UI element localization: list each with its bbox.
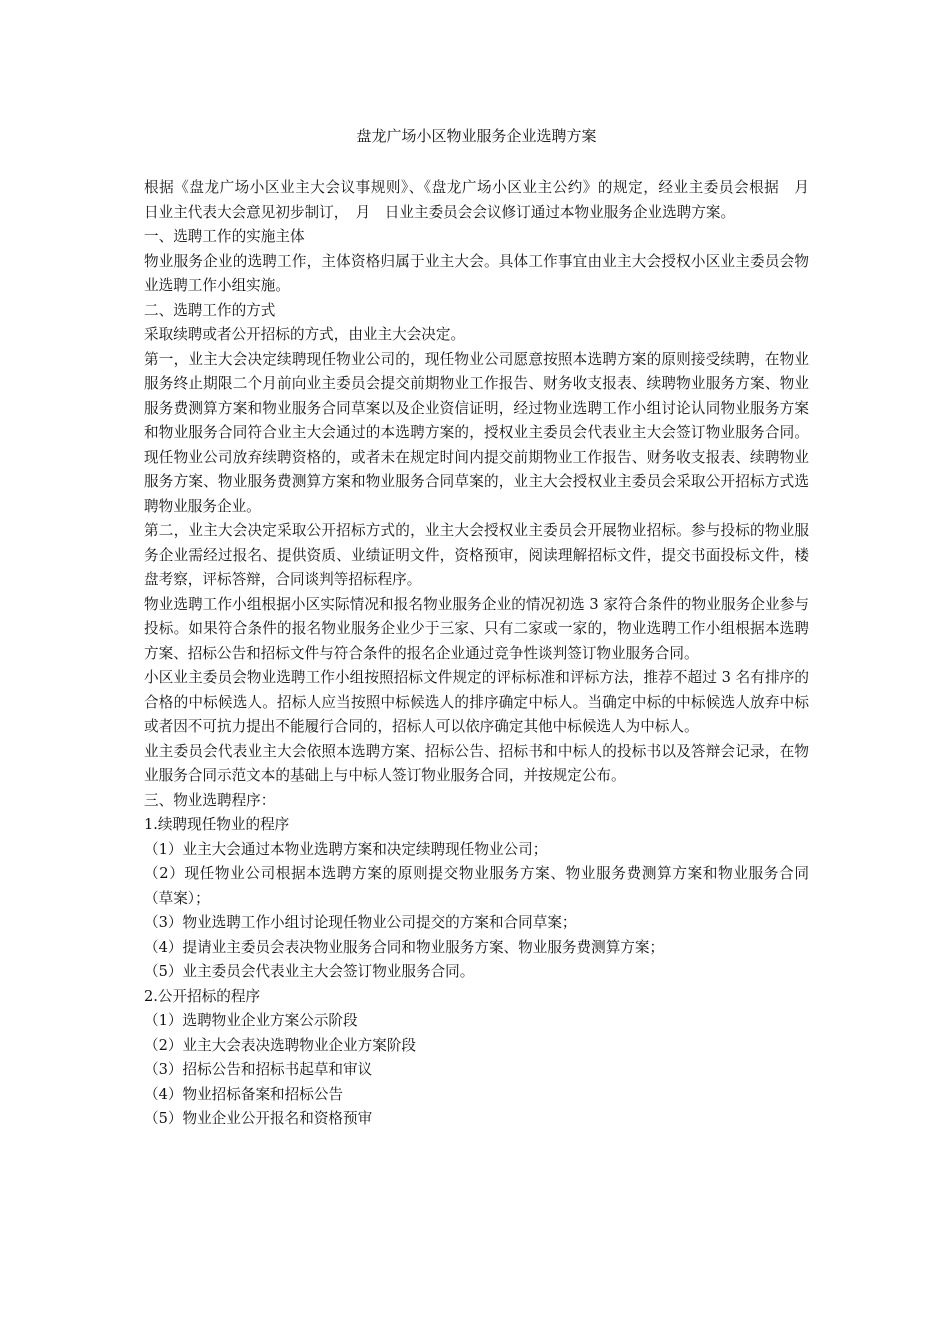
list-item: （5）业主委员会代表业主大会签订物业服务合同。 — [144, 963, 475, 980]
paragraph: 小区业主委员会物业选聘工作小组按照招标文件规定的评标标准和评标方法，推荐不超过 3 名有排序的合格的中标候选人。招标人应当按照中标候选人的排序确定中标人。当确定中标的中标候选人放弃中标或者因不可抗力提出不能履行合同的，招标人可以依序确定其他中标候选人为中标人。 — [144, 669, 809, 735]
paragraph: 采取续聘或者公开招标的方式，由业主大会决定。 — [144, 326, 466, 343]
list-item: （4）提请业主委员会表决物业服务合同和物业服务方案、物业服务费测算方案； — [144, 938, 665, 956]
list-item: （1）选聘物业企业方案公示阶段 — [144, 1012, 358, 1029]
paragraph: 业主委员会代表业主大会依照本选聘方案、招标公告、招标书和中标人的投标书以及答辩会记录，在物业服务合同示范文本的基础上与中标人签订物业服务合同，并按规定公布。 — [144, 742, 809, 784]
document-page — [144, 124, 824, 1132]
list-item: （5）物业企业公开报名和资格预审 — [144, 1110, 373, 1127]
list-item: （3）招标公告和招标书起草和审议 — [144, 1061, 373, 1078]
list-item: （2）现任物业公司根据本选聘方案的原则提交物业服务方案、物业服务费测算方案和物业服务合同（草案）； — [144, 865, 809, 907]
subsection-heading: 2.公开招标的程序 — [144, 987, 261, 1005]
paragraph: 物业服务企业的选聘工作，主体资格归属于业主大会。具体工作事宜由业主大会授权小区业主委员会物业选聘工作小组实施。 — [144, 252, 809, 294]
paragraph: 第一，业主大会决定续聘现任物业公司的，现任物业公司愿意按照本选聘方案的原则接受续聘，在物业服务终止期限二个月前向业主委员会提交前期物业工作报告、财务收支报表、续聘物业服务方案、物业服务费测算方案和物业服务合同草案以及企业资信证明，经过物业选聘工作小组讨论认同物业服务方案和物业服务合同符合业主大会通过的本选聘方案的，授权业主委员会代表业主大会签订物业服务合同。现任物业公司放弃续聘资格的，或者未在规定时间内提交前期物业工作报告、财务收支报表、续聘物业服务方案、物业服务费测算方案和物业服务合同草案的，业主大会授权业主委员会采取公开招标方式选聘物业服务企业。 — [144, 350, 809, 515]
subsection-heading: 1.续聘现任物业的程序 — [144, 816, 290, 833]
list-item: （1）业主大会通过本物业选聘方案和决定续聘现任物业公司； — [144, 840, 548, 858]
paragraph-intro: 根据《盘龙广场小区业主大会议事规则》、《盘龙广场小区业主公约》的规定，经业主委员会根据 月 日业主代表大会意见初步制订， 月 日业主委员会会议修订通过本物业服务企业选聘方案。 — [144, 179, 824, 221]
list-item: （2）业主大会表决选聘物业企业方案阶段 — [144, 1036, 416, 1054]
document-title: 盘龙广场小区物业服务企业选聘方案 — [356, 127, 597, 145]
section-heading-1: 一、选聘工作的实施主体 — [144, 228, 305, 245]
list-item: （4）物业招标备案和招标公告 — [144, 1085, 344, 1103]
paragraph: 物业选聘工作小组根据小区实际情况和报名物业服务企业的情况初选 3 家符合条件的物业服务企业参与投标。如果符合条件的报名物业服务企业少于三家、只有二家或一家的，物业选聘工作小组根据本选聘方案、招标公告和招标文件与符合条件的报名企业通过竞争性谈判签订物业服务合同。 — [144, 595, 809, 662]
document-body — [144, 176, 824, 1132]
list-item: （3）物业选聘工作小组讨论现任物业公司提交的方案和合同草案； — [144, 914, 577, 931]
section-heading-2: 二、选聘工作的方式 — [144, 301, 276, 319]
section-heading-3: 三、物业选聘程序： — [144, 791, 276, 809]
paragraph: 第二，业主大会决定采取公开招标方式的，业主大会授权业主委员会开展物业招标。参与投标的物业服务企业需经过报名、提供资质、业绩证明文件，资格预审，阅读理解招标文件，提交书面投标文件，楼盘考察，评标答辩，合同谈判等招标程序。 — [144, 522, 809, 588]
